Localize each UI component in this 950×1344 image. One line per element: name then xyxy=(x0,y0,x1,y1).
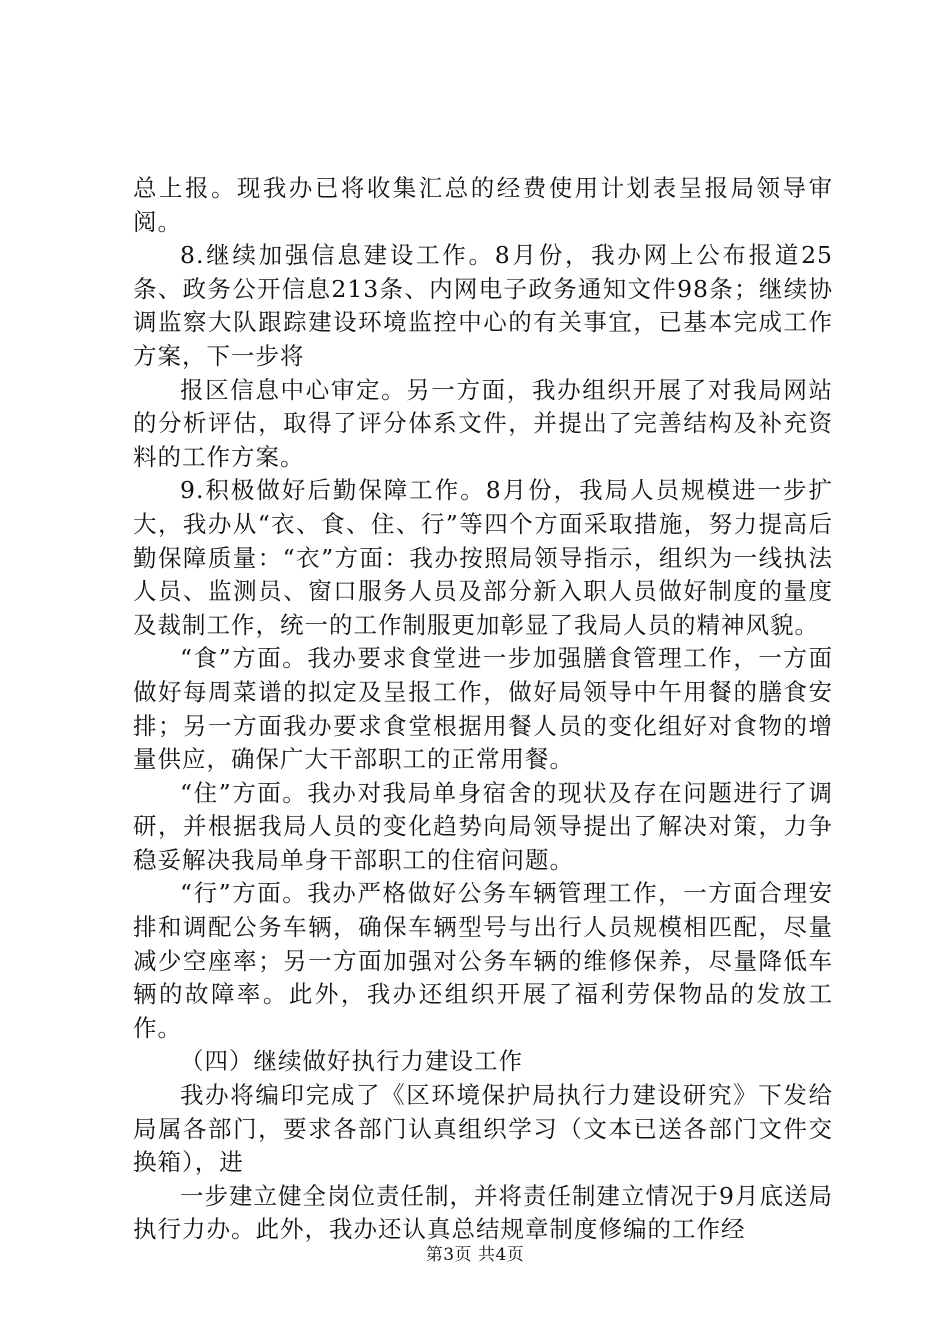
section-heading: （四）继续做好执行力建设工作 xyxy=(180,1047,523,1076)
document-body xyxy=(133,172,833,1247)
paragraph-3: 报区信息中心审定。另一方面，我办组织开展了对我局网站的分析评估，取得了评分体系文件，并提出了完善结构及补充资料的工作方案。 xyxy=(133,375,833,471)
paragraph-9: 一步建立健全岗位责任制，并将责任制建立情况于9月底送局执行力办。此外，我办还认真总结规章制度修编的工作经 xyxy=(133,1181,833,1244)
paragraph-6: “住”方面。我办对我局单身宿舍的现状及存在问题进行了调研，并根据我局人员的变化趋势向局领导提出了解决对策，力争稳妥解决我局单身干部职工的住宿问题。 xyxy=(133,778,833,874)
paragraph-2: 8.继续加强信息建设工作。8月份，我办网上公布报道25条、政务公开信息213条、内网电子政务通知文件98条；继续协调监察大队跟踪建设环境监控中心的有关事宜，已基本完成工作方案，下一步将 xyxy=(133,241,833,370)
paragraph-4: 9.积极做好后勤保障工作。8月份，我局人员规模进一步扩大，我办从“衣、食、住、行”等四个方面采取措施，努力提高后勤保障质量：“衣”方面：我办按照局领导指示，组织为一线执法人员、监测员、窗口服务人员及部分新入职人员做好制度的量度及裁制工作，统一的工作制服更加彰显了我局人员的精神风貌。 xyxy=(133,476,833,639)
page-number-footer: 第3页 共4页 xyxy=(425,1245,525,1265)
paragraph-1: 总上报。现我办已将收集汇总的经费使用计划表呈报局领导审阅。 xyxy=(133,174,833,236)
paragraph-5: “食”方面。我办要求食堂进一步加强膳食管理工作，一方面做好每周菜谱的拟定及呈报工作，做好局领导中午用餐的膳食安排；另一方面我办要求食堂根据用餐人员的变化组好对食物的增量供应，确保广大干部职工的正常用餐。 xyxy=(133,644,833,774)
paragraph-8: 我办将编印完成了《区环境保护局执行力建设研究》下发给局属各部门，要求各部门认真组织学习（文本已送各部门文件交换箱），进 xyxy=(133,1081,833,1177)
paragraph-7: “行”方面。我办严格做好公务车辆管理工作，一方面合理安排和调配公务车辆，确保车辆型号与出行人员规模相匹配，尽量减少空座率；另一方面加强对公务车辆的维修保养，尽量降低车辆的故障率。此外，我办还组织开展了福利劳保物品的发放工作。 xyxy=(133,879,833,1042)
